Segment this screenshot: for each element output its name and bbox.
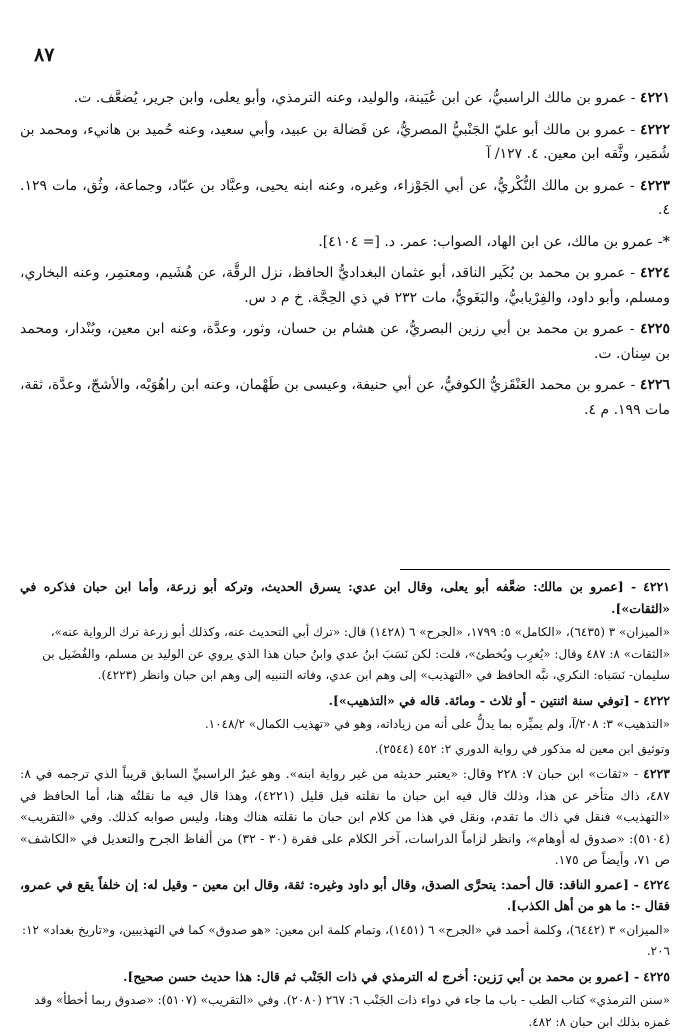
footnote-number: ٤٢٢٤ (643, 876, 670, 892)
entry-text: - عمرو بن مالك، عن ابن الهاد، الصواب: عمر. د. [= ٤١٠٤]. (318, 233, 663, 250)
footnote (20, 874, 670, 917)
footnote (20, 690, 670, 712)
main-entries (20, 86, 670, 429)
entry-text: - عمرو بن مالك أبو عليّ الجَنْبيُّ المصريُّ، عن فَضالة بن عبيد، وأبي سعيد، وعنه حُميد بن هانيء، ومحمد بن شُمَير، وثَّقه ابن معين. ٤. ١٢٧/ آ (20, 121, 670, 162)
entry (20, 317, 670, 366)
footnote-reference: «التذهيب» ٣: ٢٠٨/آ، ولم يميِّزه بما يدلُّ على أنه من زياداته، وهو في «تهذيب الكمال» ١٠٤٨/٢. (204, 717, 670, 731)
footnote-heading: - [عمرو الناقد: قال أحمد: يتحرَّى الصدق، وقال أبو داود وغيره: ثقة، وقال ابن معين - وقيل له: إن خلفاً يقع في عمرو، فقال -: ما هو من أهل الكذب]. (20, 876, 670, 913)
footnote-reference: «الميزان» ٣ (٦٤٤٢)، وكلمة أحمد في «الجرح» ٦ (١٤٥١)، وتمام كلمة ابن معين: «هو صدوق» كما في التهذيبين، و«تاريخ بغداد» ١٢: ٢٠٦. (22, 922, 670, 958)
page-number: ٨٧ (34, 44, 55, 66)
entry (20, 261, 670, 310)
entry-text: - عمرو بن مالك النُّكْريُّ، عن أبي الجَوْزاء، وغيره، وعنه ابنه يحيى، وعبَّاد بن عبّاد، وجماعة، وثُق، مات ١٢٩. ٤. (20, 177, 670, 218)
entry-number: ٤٢٢٦ (639, 377, 670, 393)
asterisk-marker: * (662, 233, 670, 250)
footnote-heading: - [عمرو بن مالك: ضعَّفه أبو يعلى، وقال ابن عدي: يسرق الحديث، وتركه أبو زرعة، وأما ابن حبان فذكره في «الثقات»]. (20, 579, 670, 616)
entry-number: ٤٢٢٤ (639, 265, 671, 281)
entry (20, 373, 670, 422)
footnote-text: - «ثقات» ابن حبان ٧: ٢٢٨ وقال: «يعتبر حديثه من غير رواية ابنه». وهو غيرُ الراسبيِّ السابق قريباً الذي ترجمه في ٨: ٤٨٧، ذاك متأخر عن هذا، وذلك قال فيه ابن حبان ما نقلته قبل قليل (٤٢٢١)، وهذا قال فيه ما نقلتُه هنا، أما الحافظ في «التهذيب» فنقل في ذاك ما تقدم، ونقل في هذا من كلام ابن حبان ما نقلته هناك وهنا، وليس صوابه كذلك. وفي «التقريب» (٥١٠٤): «صدوق له أوهام»، وانظر لزاماً الدراسات، آخر الكلام على فقرة (٣٠ - ٣٢) من ألفاظ الجرح والتعديل في «الكاشف» ص ٧١، وأيضاً ص ١٧٥. (20, 766, 670, 867)
footnotes (20, 576, 670, 1036)
entry-text: - عمرو بن محمد بن أبي رزين البصريُّ، عن هشام بن حسان، وثور، وعدَّة، وعنه ابن معين، وبُنْدار، ومحمد بن سِنان. ت. (20, 321, 670, 362)
entry-cross-reference (20, 230, 670, 255)
entry-number: ٤٢٢١ (639, 90, 670, 106)
entry-number: ٤٢٢٣ (639, 177, 670, 194)
footnote-reference: «سنن الترمذي» كتاب الطب - باب ما جاء في دواء ذات الجَنْب ٦: ٢٦٧ (٢٠٨٠). وفي «التقريب» (٥١٠٧): «صدوق ربما أخطأ» وقد غمزه بذلك ابن حبان ٨: ٤٨٢. (34, 993, 670, 1029)
footnote-number: ٤٢٢٣ (643, 766, 670, 781)
entry-number: ٤٢٢٢ (639, 121, 671, 138)
footnote-divider (400, 569, 670, 570)
footnote-number: ٤٢٢١ (643, 579, 670, 594)
footnote (20, 576, 670, 619)
footnote-reference: «الميزان» ٣ (٦٤٣٥)، «الكامل» ٥: ١٧٩٩، «الجرح» ٦ (١٤٢٨) قال: «ترك أبي التحديث عنه، وكذلك أبو زرعة ترك الرواية عنه»، «الثقات» ٨: ٤٨٧ وقال: «يُغرِب ويُخطئ»، قلت: لكن نَسَبَ ابنُ عدي وابنُ حبان هذا الذي يروي عن الوليد بن مسلم، والفُضَيل بن سليمان- نَسَباه: النكري، نبَّه الحافظ في «التهذيب» إلى وهم ابن عدي، وفاته التنبيه إلى وهم ابن حبان وانظر (٤٢٢٣). (42, 625, 670, 682)
footnote-number: ٤٢٢٢ (643, 692, 670, 708)
entry-number: ٤٢٢٥ (639, 321, 671, 337)
footnote-heading: - [توفي سنة اثنتين - أو ثلاث - ومائة. قاله في «التذهيب»]. (328, 692, 640, 708)
entry-text: - عمرو بن محمد بن بُكَير الناقد، أبو عثمان البغداديُّ الحافظ، نزل الرقَّة، عن هُشَيم، ومعتمِر، وعنه البخاري، ومسلم، وأبو داود، والفِرْيابيُّ، والبَغَويُّ، مات ٢٣٢ في ذي الحِجَّة. خ م د س. (20, 265, 670, 306)
footnote (20, 763, 670, 871)
entry (20, 86, 670, 111)
entry (20, 174, 670, 223)
entry-text: - عمرو بن مالك الراسبيُّ، عن ابن عُيَينة، والوليد، وعنه الترمذي، وأبو يعلى، وابن جرير، يُضعَّف. ت. (73, 90, 636, 106)
footnote-number: ٤٢٢٥ (643, 968, 670, 984)
footnote-reference: وتوثيق ابن معين له مذكور في رواية الدوري ٢: ٤٥٢ (٢٥٤٤). (374, 741, 670, 756)
footnote-heading: - [عمرو بن محمد بن أبي رَزين: أخرج له الترمذي في ذات الجَنْب ثم قال: هذا حديث حسن صحيح]. (123, 968, 640, 984)
entry (20, 118, 670, 167)
entry-text: - عمرو بن محمد العَنْقَزيُّ الكوفيُّ، عن أبي حنيفة، وعيسى بن طَهْمان، وعنه ابن راهُوَيْه، والأشجّ، وعدَّة، ثقة، مات ١٩٩. م ٤. (20, 377, 670, 418)
footnote (20, 966, 670, 988)
